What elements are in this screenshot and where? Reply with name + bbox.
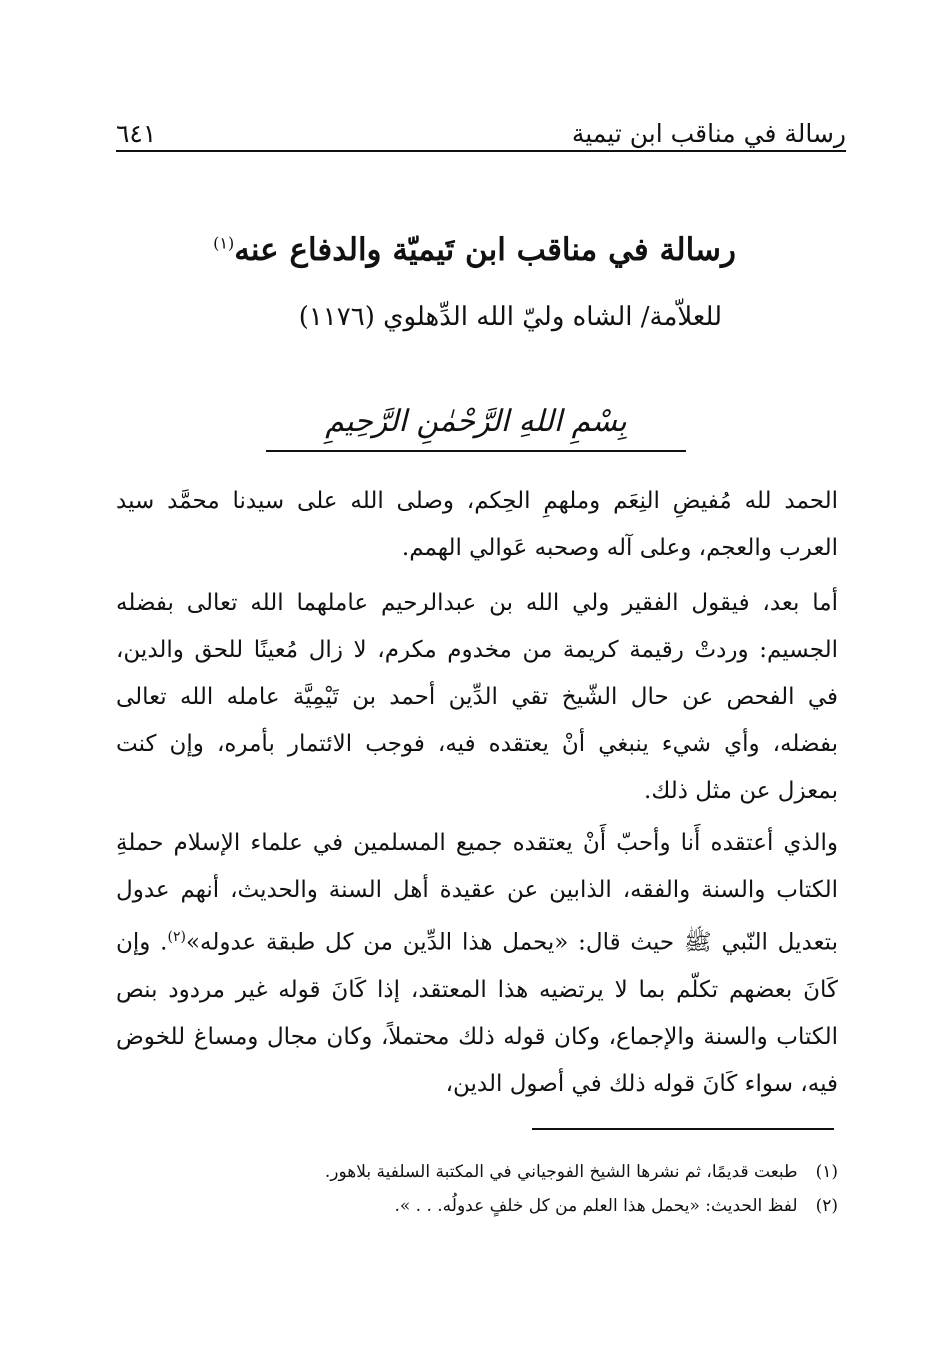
footnote-separator xyxy=(532,1128,834,1130)
footnote-2 xyxy=(200,1192,838,1220)
basmala-text: بِسْمِ اللهِ الرَّحْمٰنِ الرَّحِيمِ xyxy=(325,404,627,439)
header-rule xyxy=(116,150,846,152)
running-title: رسالة في مناقب ابن تيمية xyxy=(571,119,846,148)
author-line: للعلاّمة/ الشاه وليّ الله الدِّهلوي (١١٧٦) xyxy=(298,302,722,332)
footnote-number: (١) xyxy=(815,1162,838,1182)
paragraph-2: أما بعد، فيقول الفقير ولي الله بن عبدالرحيم عاملهما الله تعالى بفضله الجسيم: وردتْ رقيمة كريمة من مخدوم مكرم، لا زال مُعينًا للحق والدين، في الفحص عن حال الشّيخ تقي الدِّين أحمد بن تَيْمِيَّة عامله الله تعالى بفضله، وأي شيء ينبغي أنْ يعتقده فيه، فوجب الائتمار بأمره، وإن كنت بمعزل عن مثل ذلك. xyxy=(116,590,838,804)
title-text: رسالة في مناقب ابن تَيميّة والدفاع عنه xyxy=(234,232,736,268)
footnote-number: (٢) xyxy=(815,1196,838,1216)
document-title xyxy=(116,232,736,268)
basmala-underline xyxy=(266,450,686,452)
page-header xyxy=(116,108,846,148)
footnote-1 xyxy=(200,1158,838,1186)
paragraph-1: الحمد لله مُفيضِ النِعَم وملهمِ الحِكم، وصلى الله على سيدنا محمَّد سيد العرب والعجم، وعلى آله وصحبه عَوالي الهمم. xyxy=(116,488,838,561)
paragraph-3-footnote-ref[interactable]: (٢) xyxy=(167,929,186,945)
paragraph-3 xyxy=(116,820,838,1108)
paragraph-3-part-a: والذي أعتقده أَنا وأحبّ أَنْ يعتقده جميع المسلمين في علماء الإسلام حملةِ الكتاب والسنة والفقه، الذابين عن عقيدة أهل السنة والحديث، أنهم عدول بتعديل النّبي ﷺ حيث قال: «يحمل هذا الدِّين من كل طبقة عدوله» xyxy=(116,830,838,956)
paragraph-3-part-b: . وإن كَانَ بعضهم تكلّم بما لا يرتضيه هذا المعتقد، إذا كَانَ قوله غير مردود بنص الكتاب والسنة والإجماع، وكان قوله ذلك محتملاً، وكان مجال ومساغ للخوض فيه، سواء كَانَ قوله ذلك في أصول الدين، xyxy=(116,929,838,1097)
footnote-text: لفظ الحديث: «يحمل هذا العلم من كل خلفٍ عدولُه. . . ». xyxy=(394,1196,798,1216)
basmala-ornament xyxy=(232,396,720,462)
title-footnote-ref[interactable]: (١) xyxy=(213,233,235,253)
footnote-text: طبعت قديمًا، ثم نشرها الشيخ الفوجياني في المكتبة السلفية بلاهور. xyxy=(324,1162,798,1182)
page-number: ٦٤١ xyxy=(116,119,157,148)
